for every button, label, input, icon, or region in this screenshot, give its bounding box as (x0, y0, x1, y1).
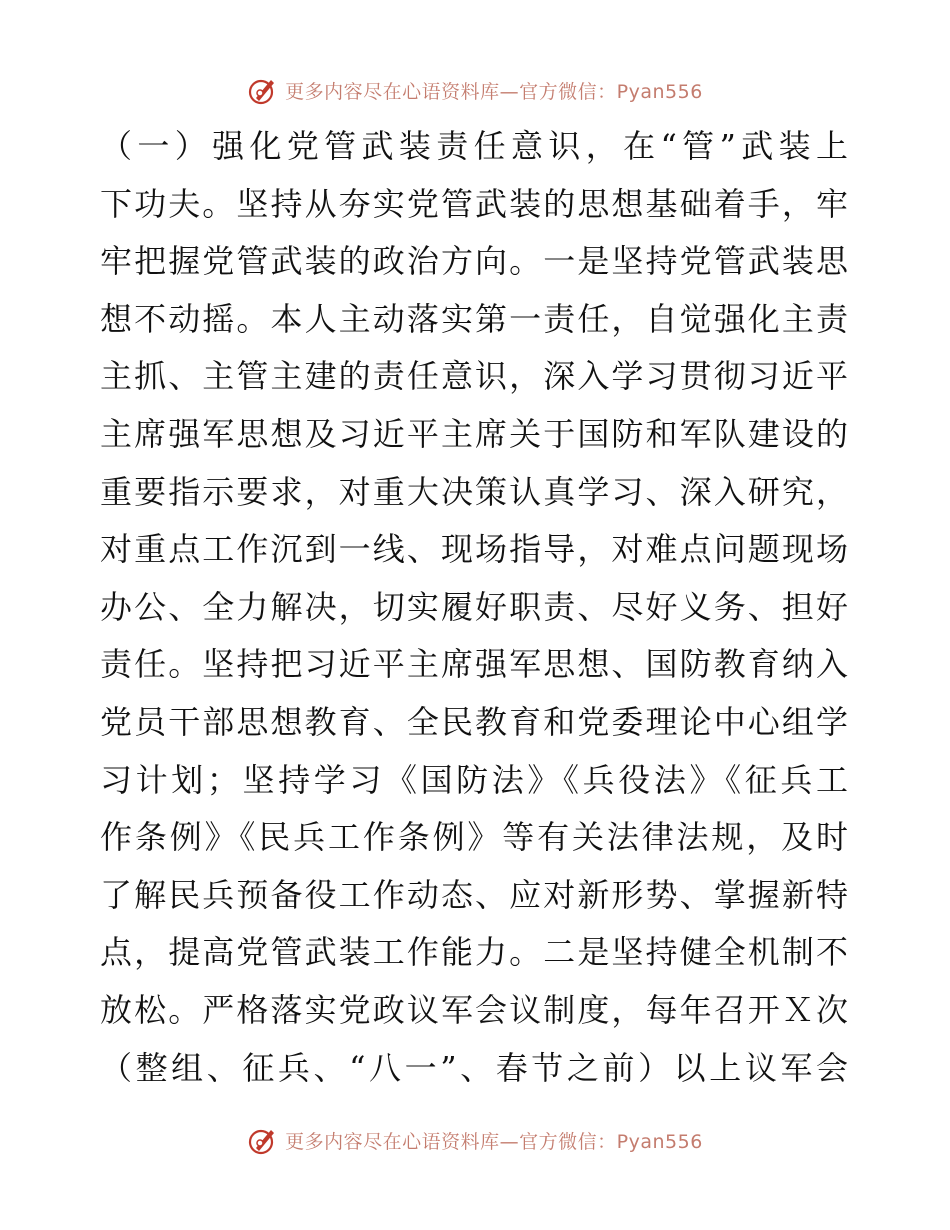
body-line: 下功夫。坚持从夯实党管武装的思想基础着手，牢 (100, 184, 848, 223)
body-line: 对重点工作沉到一线、现场指导，对难点问题现场 (100, 530, 848, 569)
body-line: （一）强化党管武装责任意识，在“管”武装上 (100, 127, 848, 165)
body-line: 党员干部思想教育、全民教育和党委理论中心组学 (100, 702, 848, 741)
watermark-text: 更多内容尽在心语资料库—官方微信：Pyan556 (285, 1130, 703, 1153)
body-line: 作条例》《民兵工作条例》等有关法律法规，及时 (100, 818, 848, 857)
body-line: 办公、全力解决，切实履好职责、尽好义务、担好 (100, 587, 848, 626)
watermark-text: 更多内容尽在心语资料库—官方微信：Pyan556 (285, 80, 703, 103)
body-line: 主抓、主管主建的责任意识，深入学习贯彻习近平 (100, 357, 848, 396)
body-line: 习计划；坚持学习《国防法》《兵役法》《征兵工 (100, 760, 848, 799)
body-line: 想不动摇。本人主动落实第一责任，自觉强化主责 (100, 299, 848, 338)
pen-logo-icon (247, 74, 279, 106)
body-line: 点，提高党管武装工作能力。二是坚持健全机制不 (100, 933, 848, 972)
body-line: 重要指示要求，对重大决策认真学习、深入研究， (100, 472, 848, 511)
header-watermark (0, 74, 950, 106)
body-line: 责任。坚持把习近平主席强军思想、国防教育纳入 (100, 645, 848, 684)
footer-watermark (0, 1124, 950, 1156)
document-body (100, 118, 848, 1097)
pen-logo-icon (247, 1124, 279, 1156)
body-line: 牢把握党管武装的政治方向。一是坚持党管武装思 (100, 242, 848, 281)
body-line: 主席强军思想及习近平主席关于国防和军队建设的 (100, 414, 848, 453)
body-line: 放松。严格落实党政议军会议制度，每年召开Ｘ次 (100, 990, 848, 1029)
body-line: 了解民兵预备役工作动态、应对新形势、掌握新特 (100, 875, 848, 914)
body-line: （整组、征兵、“八一”、春节之前）以上议军会 (100, 1048, 848, 1087)
